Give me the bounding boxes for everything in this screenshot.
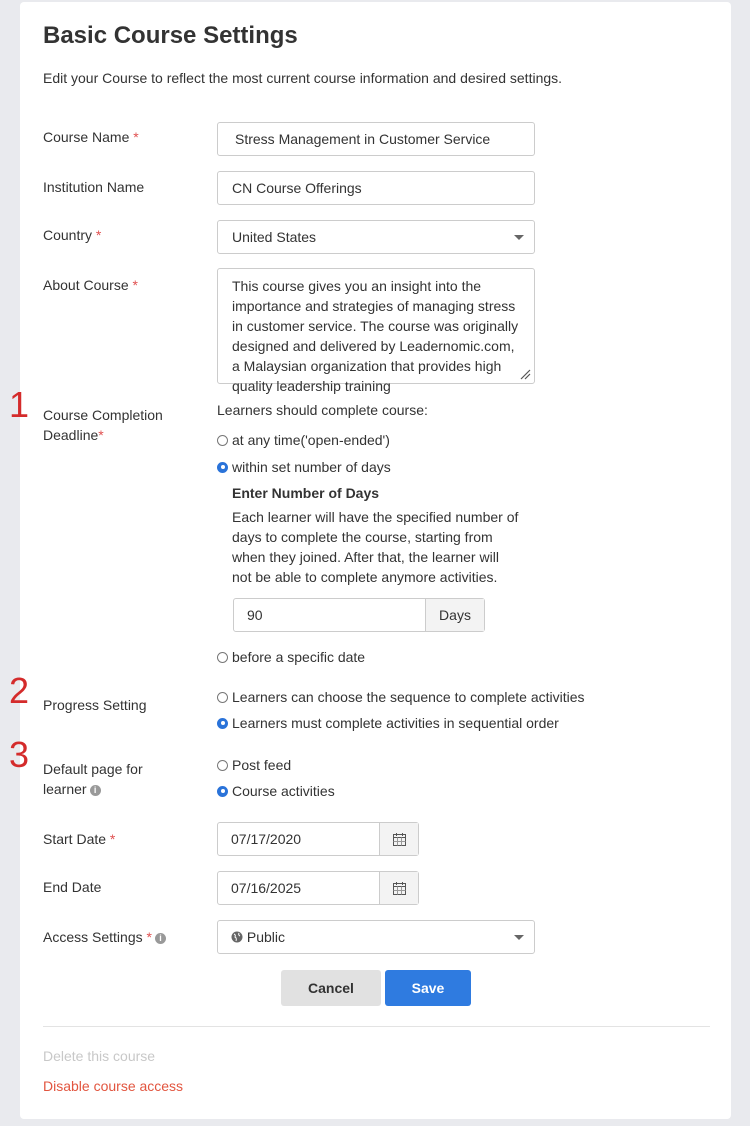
days-help-text: Each learner will have the specified number of days to complete the course, starting from when they joined. After that, the learner will not be able to complete anymore activities. [232, 509, 519, 585]
info-icon[interactable]: i [155, 933, 166, 944]
resize-handle-icon[interactable] [519, 368, 531, 380]
country-select[interactable]: United States [217, 220, 535, 254]
delete-course-link[interactable]: Delete this course [43, 1048, 156, 1064]
days-unit: Days [425, 599, 484, 631]
access-settings-label: Access Settings * i [43, 927, 166, 947]
globe-icon [231, 931, 243, 943]
info-icon[interactable]: i [90, 785, 101, 796]
country-label: Country * [43, 227, 102, 243]
progress-option-free[interactable]: Learners can choose the sequence to complete activities [217, 687, 585, 707]
start-date-group [217, 822, 419, 856]
institution-name-label: Institution Name [43, 179, 145, 195]
end-date-group [217, 871, 419, 905]
access-settings-select[interactable]: Public [217, 920, 535, 954]
radio-progress-free[interactable] [217, 692, 228, 703]
deadline-option-set-days[interactable]: within set number of days [217, 457, 391, 477]
default-page-option-post-feed[interactable]: Post feed [217, 755, 291, 775]
calendar-icon[interactable] [379, 823, 418, 855]
default-page-option-activities[interactable]: Course activities [217, 781, 335, 801]
radio-post-feed[interactable] [217, 760, 228, 771]
calendar-icon[interactable] [379, 872, 418, 904]
days-input-group [233, 598, 485, 632]
page-title: Basic Course Settings [43, 22, 298, 49]
divider [43, 1026, 710, 1027]
completion-deadline-prompt: Learners should complete course: [217, 402, 428, 418]
default-page-label: Default page for learner i [43, 761, 143, 797]
completion-deadline-label: Course Completion Deadline* [43, 407, 163, 443]
radio-course-activities[interactable] [217, 786, 228, 797]
save-button[interactable]: Save [385, 970, 471, 1006]
days-heading: Enter Number of Days [232, 485, 380, 501]
course-name-input[interactable]: Stress Management in Customer Service [217, 122, 535, 156]
start-date-input[interactable]: 07/17/2020 [231, 831, 302, 847]
page-subtitle: Edit your Course to reflect the most current course information and desired settings. [43, 70, 563, 86]
radio-specific-date[interactable] [217, 652, 228, 663]
disable-course-access-link[interactable]: Disable course access [43, 1078, 184, 1094]
chevron-down-icon [514, 235, 524, 240]
about-course-label: About Course * [43, 277, 138, 293]
end-date-input[interactable]: 07/16/2025 [231, 880, 302, 896]
progress-option-sequential[interactable]: Learners must complete activities in sequential order [217, 713, 559, 733]
start-date-label: Start Date * [43, 831, 116, 847]
annotation-marker-2: 2 [9, 670, 30, 711]
end-date-label: End Date [43, 879, 102, 895]
progress-setting-label: Progress Setting [43, 697, 147, 713]
course-name-label: Course Name * [43, 129, 139, 145]
cancel-button[interactable]: Cancel [281, 970, 381, 1006]
institution-name-input[interactable]: CN Course Offerings [217, 171, 535, 205]
annotation-marker-1: 1 [9, 384, 30, 425]
about-course-textarea[interactable]: This course gives you an insight into the importance and strategies of managing stress in customer service. The course was originally designed and delivered by Leadernomic.com, a Malaysian organization that provides high quality leadership training [217, 268, 535, 384]
radio-progress-sequential[interactable] [217, 718, 228, 729]
radio-open-ended[interactable] [217, 435, 228, 446]
deadline-option-open-ended[interactable]: at any time('open-ended') [217, 430, 390, 450]
days-input[interactable]: 90 [247, 607, 263, 623]
radio-set-days[interactable] [217, 462, 228, 473]
annotation-marker-3: 3 [9, 734, 30, 775]
deadline-option-specific-date[interactable]: before a specific date [217, 647, 365, 667]
chevron-down-icon [514, 935, 524, 940]
